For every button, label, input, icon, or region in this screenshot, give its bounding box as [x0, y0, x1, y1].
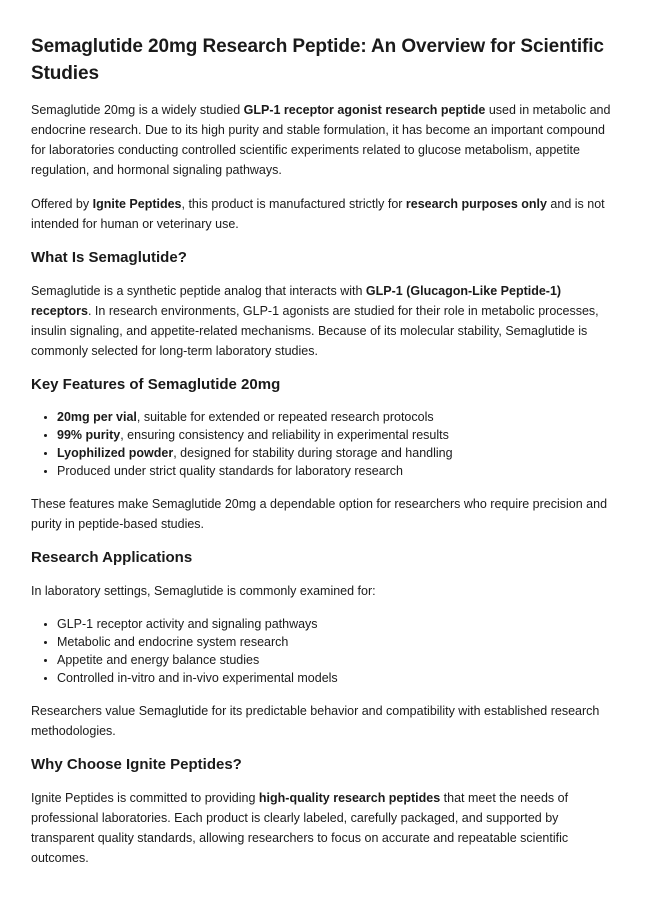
- feature-bold: Lyophilized powder: [57, 446, 174, 460]
- intro-p2-brand: Ignite Peptides: [92, 197, 182, 211]
- intro-p2-text-e: and is not intended for human or veterinary use.: [31, 197, 605, 231]
- intro-paragraph-1: [31, 100, 619, 180]
- page-title: Semaglutide 20mg Research Peptide: An Overview for Scientific Studies: [31, 36, 604, 84]
- why-text-c: that meet the needs of professional laboratories. Each product is clearly labeled, carefully packaged, and supported by transparent quality standards, allowing researchers to focus on accurate and repeatable scientific outcomes.: [31, 791, 569, 865]
- feature-text: , ensuring consistency and reliability in experimental results: [120, 428, 449, 442]
- intro-p1-text-c: used in metabolic and endocrine research. Due to its high purity and stable formulation, it has become an important compound for laboratories conducting controlled scientific experiments related to glucose metabolism, appetite regulation, and hormonal signaling pathways.: [31, 103, 611, 177]
- intro-p2-text-a: Offered by: [31, 197, 93, 211]
- intro-paragraph-2: [31, 194, 619, 234]
- applications-intro: In laboratory settings, Semaglutide is commonly examined for:: [31, 584, 376, 598]
- what-bold: GLP-1 (Glucagon-Like Peptide-1) receptors: [31, 284, 562, 318]
- features-list: [31, 408, 619, 480]
- list-item: • Appetite and energy balance studies: [57, 651, 619, 669]
- what-paragraph: [31, 281, 619, 361]
- intro-p1-bold: GLP-1 receptor agonist research peptide: [243, 103, 486, 117]
- applications-heading: Research Applications: [31, 549, 193, 566]
- list-item: [57, 426, 619, 444]
- what-text-c: . In research environments, GLP-1 agonists are studied for their role in metabolic processes, insulin signaling, and appetite-related mechanisms. Because of its molecular stability, Semaglutide is commonly selected for long-term laboratory studies.: [31, 304, 599, 358]
- list-item: • GLP-1 receptor activity and signaling pathways: [57, 615, 619, 633]
- applications-after-paragraph: Researchers value Semaglutide for its predictable behavior and compatibility with established research methodologies.: [31, 704, 600, 738]
- feature-text: , designed for stability during storage and handling: [173, 446, 453, 460]
- list-item: [57, 408, 619, 426]
- why-heading: Why Choose Ignite Peptides?: [31, 756, 242, 773]
- feature-bold: 20mg per vial: [57, 410, 137, 424]
- intro-p2-research-only: research purposes only: [405, 197, 547, 211]
- feature-bold: 99% purity: [57, 428, 121, 442]
- feature-text: Produced under strict quality standards for laboratory research: [57, 464, 404, 478]
- feature-text: , suitable for extended or repeated research protocols: [136, 410, 434, 424]
- what-heading: What Is Semaglutide?: [31, 249, 187, 266]
- list-item: • Controlled in-vitro and in-vivo experimental models: [57, 669, 619, 687]
- features-after-paragraph: These features make Semaglutide 20mg a dependable option for researchers who require precision and purity in peptide-based studies.: [31, 497, 608, 531]
- intro-p1-text-a: Semaglutide 20mg is a widely studied: [31, 103, 244, 117]
- what-text-a: Semaglutide is a synthetic peptide analog that interacts with: [31, 284, 366, 298]
- intro-p2-text-c: , this product is manufactured strictly for: [181, 197, 406, 211]
- features-heading: Key Features of Semaglutide 20mg: [31, 376, 281, 393]
- list-item: [57, 462, 619, 480]
- why-bold: high-quality research peptides: [258, 791, 441, 805]
- why-paragraph: [31, 788, 619, 868]
- list-item: • Metabolic and endocrine system research: [57, 633, 619, 651]
- list-item: [57, 444, 619, 462]
- why-text-a: Ignite Peptides is committed to providing: [31, 791, 259, 805]
- applications-list: [31, 615, 619, 687]
